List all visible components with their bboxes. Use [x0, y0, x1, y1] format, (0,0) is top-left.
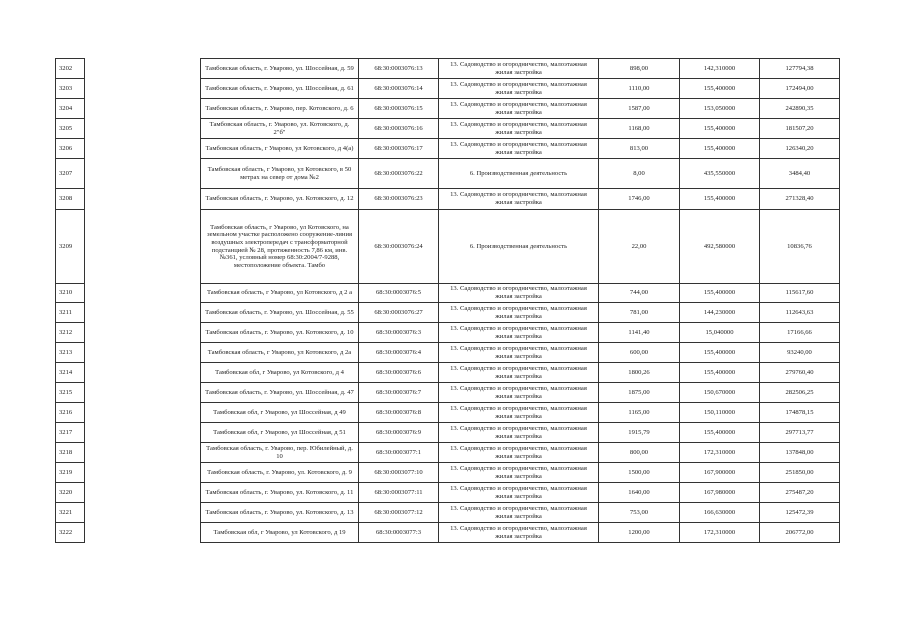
specific-value-cell: 155,400000 [680, 423, 760, 443]
address-cell: Тамбовская область, г. Уварово, ул. Шоссейная, д. 59 [201, 59, 359, 79]
row-number: 3202 [56, 59, 85, 79]
address-cell: Тамбовская область, г Уварово, ул Котовского, д 4(а) [201, 139, 359, 159]
table-row [56, 343, 840, 363]
cadastral-value-cell: 251850,00 [760, 463, 840, 483]
specific-value-cell: 166,630000 [680, 503, 760, 523]
table-row [56, 139, 840, 159]
row-number: 3215 [56, 383, 85, 403]
area-cell: 22,00 [599, 210, 680, 284]
cadastral-value-cell: 271328,40 [760, 189, 840, 210]
specific-value-cell: 155,400000 [680, 343, 760, 363]
address-cell: Тамбовская обл, г Уварово, ул Котовского, д 4 [201, 363, 359, 383]
cadastral-number-cell: 68:30:0003076:4 [359, 343, 439, 363]
area-cell: 8,00 [599, 159, 680, 189]
specific-value-cell: 155,400000 [680, 139, 760, 159]
row-number: 3219 [56, 463, 85, 483]
cadastral-value-cell: 242890,35 [760, 99, 840, 119]
row-number: 3205 [56, 119, 85, 139]
specific-value-cell: 155,400000 [680, 79, 760, 99]
area-cell: 1800,26 [599, 363, 680, 383]
specific-value-cell: 172,310000 [680, 523, 760, 543]
cadastral-number-cell: 68:30:0003077:3 [359, 523, 439, 543]
table-body [56, 59, 840, 543]
land-use-cell: 13. Садоводство и огородничество, малоэтажная жилая застройка [439, 284, 599, 303]
area-cell: 898,00 [599, 59, 680, 79]
row-number: 3204 [56, 99, 85, 119]
empty-cell [85, 403, 201, 423]
table-row [56, 403, 840, 423]
land-use-cell: 13. Садоводство и огородничество, малоэтажная жилая застройка [439, 483, 599, 503]
address-cell: Тамбовская обл, г Уварово, ул Котовского, д 19 [201, 523, 359, 543]
table-row [56, 303, 840, 323]
cadastral-value-table [55, 58, 840, 543]
cadastral-value-cell: 137848,00 [760, 443, 840, 463]
table-row [56, 119, 840, 139]
cadastral-number-cell: 68:30:0003076:3 [359, 323, 439, 343]
land-use-cell: 13. Садоводство и огородничество, малоэтажная жилая застройка [439, 139, 599, 159]
land-use-cell: 13. Садоводство и огородничество, малоэтажная жилая застройка [439, 323, 599, 343]
cadastral-number-cell: 68:30:0003076:7 [359, 383, 439, 403]
land-use-cell: 13. Садоводство и огородничество, малоэтажная жилая застройка [439, 59, 599, 79]
empty-cell [85, 210, 201, 284]
row-number: 3218 [56, 443, 85, 463]
land-use-cell: 6. Производственная деятельность [439, 159, 599, 189]
specific-value-cell: 142,310000 [680, 59, 760, 79]
row-number: 3209 [56, 210, 85, 284]
area-cell: 1200,00 [599, 523, 680, 543]
table-row [56, 443, 840, 463]
table-row [56, 323, 840, 343]
cadastral-value-cell: 10836,76 [760, 210, 840, 284]
land-use-cell: 13. Садоводство и огородничество, малоэтажная жилая застройка [439, 403, 599, 423]
table-row [56, 99, 840, 119]
area-cell: 1640,00 [599, 483, 680, 503]
table-row [56, 383, 840, 403]
specific-value-cell: 167,980000 [680, 483, 760, 503]
area-cell: 1875,00 [599, 383, 680, 403]
cadastral-value-cell: 181507,20 [760, 119, 840, 139]
address-cell: Тамбовская область, г. Уварово, ул. Шоссейная, д. 61 [201, 79, 359, 99]
area-cell: 1746,00 [599, 189, 680, 210]
area-cell: 753,00 [599, 503, 680, 523]
row-number: 3220 [56, 483, 85, 503]
land-use-cell: 13. Садоводство и огородничество, малоэтажная жилая застройка [439, 119, 599, 139]
address-cell: Тамбовская область, г Уварово, ул Котовского, в 50 метрах на север от дома №2 [201, 159, 359, 189]
area-cell: 1110,00 [599, 79, 680, 99]
land-use-cell: 13. Садоводство и огородничество, малоэтажная жилая застройка [439, 443, 599, 463]
table-row [56, 210, 840, 284]
land-use-cell: 13. Садоводство и огородничество, малоэтажная жилая застройка [439, 79, 599, 99]
empty-cell [85, 284, 201, 303]
empty-cell [85, 79, 201, 99]
table-row [56, 483, 840, 503]
address-cell: Тамбовская область, г. Уварово, ул. Котовского, д. 12 [201, 189, 359, 210]
land-use-cell: 13. Садоводство и огородничество, малоэтажная жилая застройка [439, 383, 599, 403]
address-cell: Тамбовская область, г. Уварово, ул. Котовского, д. 2"б" [201, 119, 359, 139]
cadastral-number-cell: 68:30:0003077:1 [359, 443, 439, 463]
cadastral-number-cell: 68:30:0003077:12 [359, 503, 439, 523]
area-cell: 781,00 [599, 303, 680, 323]
empty-cell [85, 363, 201, 383]
row-number: 3203 [56, 79, 85, 99]
cadastral-value-cell: 125472,39 [760, 503, 840, 523]
specific-value-cell: 172,310000 [680, 443, 760, 463]
empty-cell [85, 139, 201, 159]
cadastral-value-cell: 206772,00 [760, 523, 840, 543]
cadastral-value-cell: 3484,40 [760, 159, 840, 189]
row-number: 3216 [56, 403, 85, 423]
address-cell: Тамбовская область, г. Уварово, ул. Шоссейная, д. 47 [201, 383, 359, 403]
specific-value-cell: 155,400000 [680, 284, 760, 303]
area-cell: 1141,40 [599, 323, 680, 343]
area-cell: 1587,00 [599, 99, 680, 119]
land-use-cell: 6. Производственная деятельность [439, 210, 599, 284]
cadastral-number-cell: 68:30:0003077:10 [359, 463, 439, 483]
cadastral-value-cell: 115617,60 [760, 284, 840, 303]
row-number: 3210 [56, 284, 85, 303]
row-number: 3221 [56, 503, 85, 523]
table-row [56, 79, 840, 99]
empty-cell [85, 443, 201, 463]
land-use-cell: 13. Садоводство и огородничество, малоэтажная жилая застройка [439, 423, 599, 443]
address-cell: Тамбовская обл, г Уварово, ул Шоссейная, д 51 [201, 423, 359, 443]
area-cell: 800,00 [599, 443, 680, 463]
table-row [56, 59, 840, 79]
address-cell: Тамбовская область, г Уварово, ул Котовского, д 2 а [201, 284, 359, 303]
row-number: 3212 [56, 323, 85, 343]
cadastral-number-cell: 68:30:0003076:24 [359, 210, 439, 284]
specific-value-cell: 15,040000 [680, 323, 760, 343]
specific-value-cell: 150,670000 [680, 383, 760, 403]
cadastral-number-cell: 68:30:0003076:23 [359, 189, 439, 210]
address-cell: Тамбовская область, г. Уварово, ул. Шоссейная, д. 55 [201, 303, 359, 323]
cadastral-number-cell: 68:30:0003076:8 [359, 403, 439, 423]
specific-value-cell: 492,580000 [680, 210, 760, 284]
address-cell: Тамбовская область, г. Уварово, ул. Котовского, д. 9 [201, 463, 359, 483]
cadastral-number-cell: 68:30:0003076:14 [359, 79, 439, 99]
empty-cell [85, 463, 201, 483]
empty-cell [85, 323, 201, 343]
land-use-cell: 13. Садоводство и огородничество, малоэтажная жилая застройка [439, 189, 599, 210]
cadastral-value-cell: 93240,00 [760, 343, 840, 363]
row-number: 3217 [56, 423, 85, 443]
empty-cell [85, 159, 201, 189]
cadastral-value-cell: 126340,20 [760, 139, 840, 159]
empty-cell [85, 119, 201, 139]
address-cell: Тамбовская область, г. Уварово, ул. Котовского, д. 11 [201, 483, 359, 503]
land-use-cell: 13. Садоводство и огородничество, малоэтажная жилая застройка [439, 523, 599, 543]
row-number: 3207 [56, 159, 85, 189]
table-row [56, 423, 840, 443]
cadastral-number-cell: 68:30:0003076:22 [359, 159, 439, 189]
address-cell: Тамбовская обл, г Уварово, ул Шоссейная, д 49 [201, 403, 359, 423]
empty-cell [85, 303, 201, 323]
empty-cell [85, 189, 201, 210]
row-number: 3208 [56, 189, 85, 210]
cadastral-number-cell: 68:30:0003076:6 [359, 363, 439, 383]
table-row [56, 363, 840, 383]
cadastral-number-cell: 68:30:0003076:15 [359, 99, 439, 119]
table-row [56, 463, 840, 483]
area-cell: 1500,00 [599, 463, 680, 483]
specific-value-cell: 144,230000 [680, 303, 760, 323]
table-row [56, 523, 840, 543]
empty-cell [85, 59, 201, 79]
cadastral-value-cell: 17166,66 [760, 323, 840, 343]
land-use-cell: 13. Садоводство и огородничество, малоэтажная жилая застройка [439, 303, 599, 323]
address-cell: Тамбовская область, г. Уварово, пер. Котовского, д. 6 [201, 99, 359, 119]
row-number: 3211 [56, 303, 85, 323]
cadastral-number-cell: 68:30:0003077:11 [359, 483, 439, 503]
cadastral-value-cell: 282506,25 [760, 383, 840, 403]
table-row [56, 159, 840, 189]
cadastral-number-cell: 68:30:0003076:27 [359, 303, 439, 323]
land-use-cell: 13. Садоводство и огородничество, малоэтажная жилая застройка [439, 99, 599, 119]
land-use-cell: 13. Садоводство и огородничество, малоэтажная жилая застройка [439, 343, 599, 363]
specific-value-cell: 150,110000 [680, 403, 760, 423]
row-number: 3214 [56, 363, 85, 383]
address-cell: Тамбовская область, г. Уварово, ул. Котовского, д. 13 [201, 503, 359, 523]
specific-value-cell: 155,400000 [680, 189, 760, 210]
area-cell: 1165,00 [599, 403, 680, 423]
empty-cell [85, 423, 201, 443]
specific-value-cell: 435,550000 [680, 159, 760, 189]
table-row [56, 503, 840, 523]
specific-value-cell: 155,400000 [680, 119, 760, 139]
specific-value-cell: 153,050000 [680, 99, 760, 119]
table-row [56, 189, 840, 210]
empty-cell [85, 383, 201, 403]
row-number: 3222 [56, 523, 85, 543]
cadastral-value-cell: 127794,38 [760, 59, 840, 79]
cadastral-value-cell: 297713,77 [760, 423, 840, 443]
empty-cell [85, 99, 201, 119]
cadastral-value-cell: 172494,00 [760, 79, 840, 99]
land-use-cell: 13. Садоводство и огородничество, малоэтажная жилая застройка [439, 363, 599, 383]
empty-cell [85, 503, 201, 523]
address-cell: Тамбовская область, г Уварово, ул Котовского, на земельном участке расположено сооружение-линия воздушных электропередач с трансформаторной подстанцией № 28, протяженность 7,86 км, инв.№361, условный номер 68:30:2004/7-9288, местоположение объекта. Тамбо [201, 210, 359, 284]
cadastral-value-cell: 174878,15 [760, 403, 840, 423]
land-use-cell: 13. Садоводство и огородничество, малоэтажная жилая застройка [439, 463, 599, 483]
land-use-cell: 13. Садоводство и огородничество, малоэтажная жилая застройка [439, 503, 599, 523]
area-cell: 813,00 [599, 139, 680, 159]
cadastral-number-cell: 68:30:0003076:17 [359, 139, 439, 159]
row-number: 3213 [56, 343, 85, 363]
empty-cell [85, 343, 201, 363]
cadastral-value-cell: 112643,63 [760, 303, 840, 323]
empty-cell [85, 483, 201, 503]
specific-value-cell: 155,400000 [680, 363, 760, 383]
cadastral-number-cell: 68:30:0003076:9 [359, 423, 439, 443]
cadastral-value-cell: 275487,20 [760, 483, 840, 503]
address-cell: Тамбовская область, г. Уварово, пер. Юбилейный, д. 10 [201, 443, 359, 463]
cadastral-number-cell: 68:30:0003076:5 [359, 284, 439, 303]
area-cell: 600,00 [599, 343, 680, 363]
cadastral-number-cell: 68:30:0003076:13 [359, 59, 439, 79]
row-number: 3206 [56, 139, 85, 159]
cadastral-value-cell: 279760,40 [760, 363, 840, 383]
area-cell: 1168,00 [599, 119, 680, 139]
empty-cell [85, 523, 201, 543]
cadastral-number-cell: 68:30:0003076:16 [359, 119, 439, 139]
area-cell: 1915,79 [599, 423, 680, 443]
specific-value-cell: 167,900000 [680, 463, 760, 483]
area-cell: 744,00 [599, 284, 680, 303]
address-cell: Тамбовская область, г. Уварово, ул. Котовского, д. 10 [201, 323, 359, 343]
address-cell: Тамбовская область, г Уварово, ул Котовского, д 2а [201, 343, 359, 363]
table-row [56, 284, 840, 303]
